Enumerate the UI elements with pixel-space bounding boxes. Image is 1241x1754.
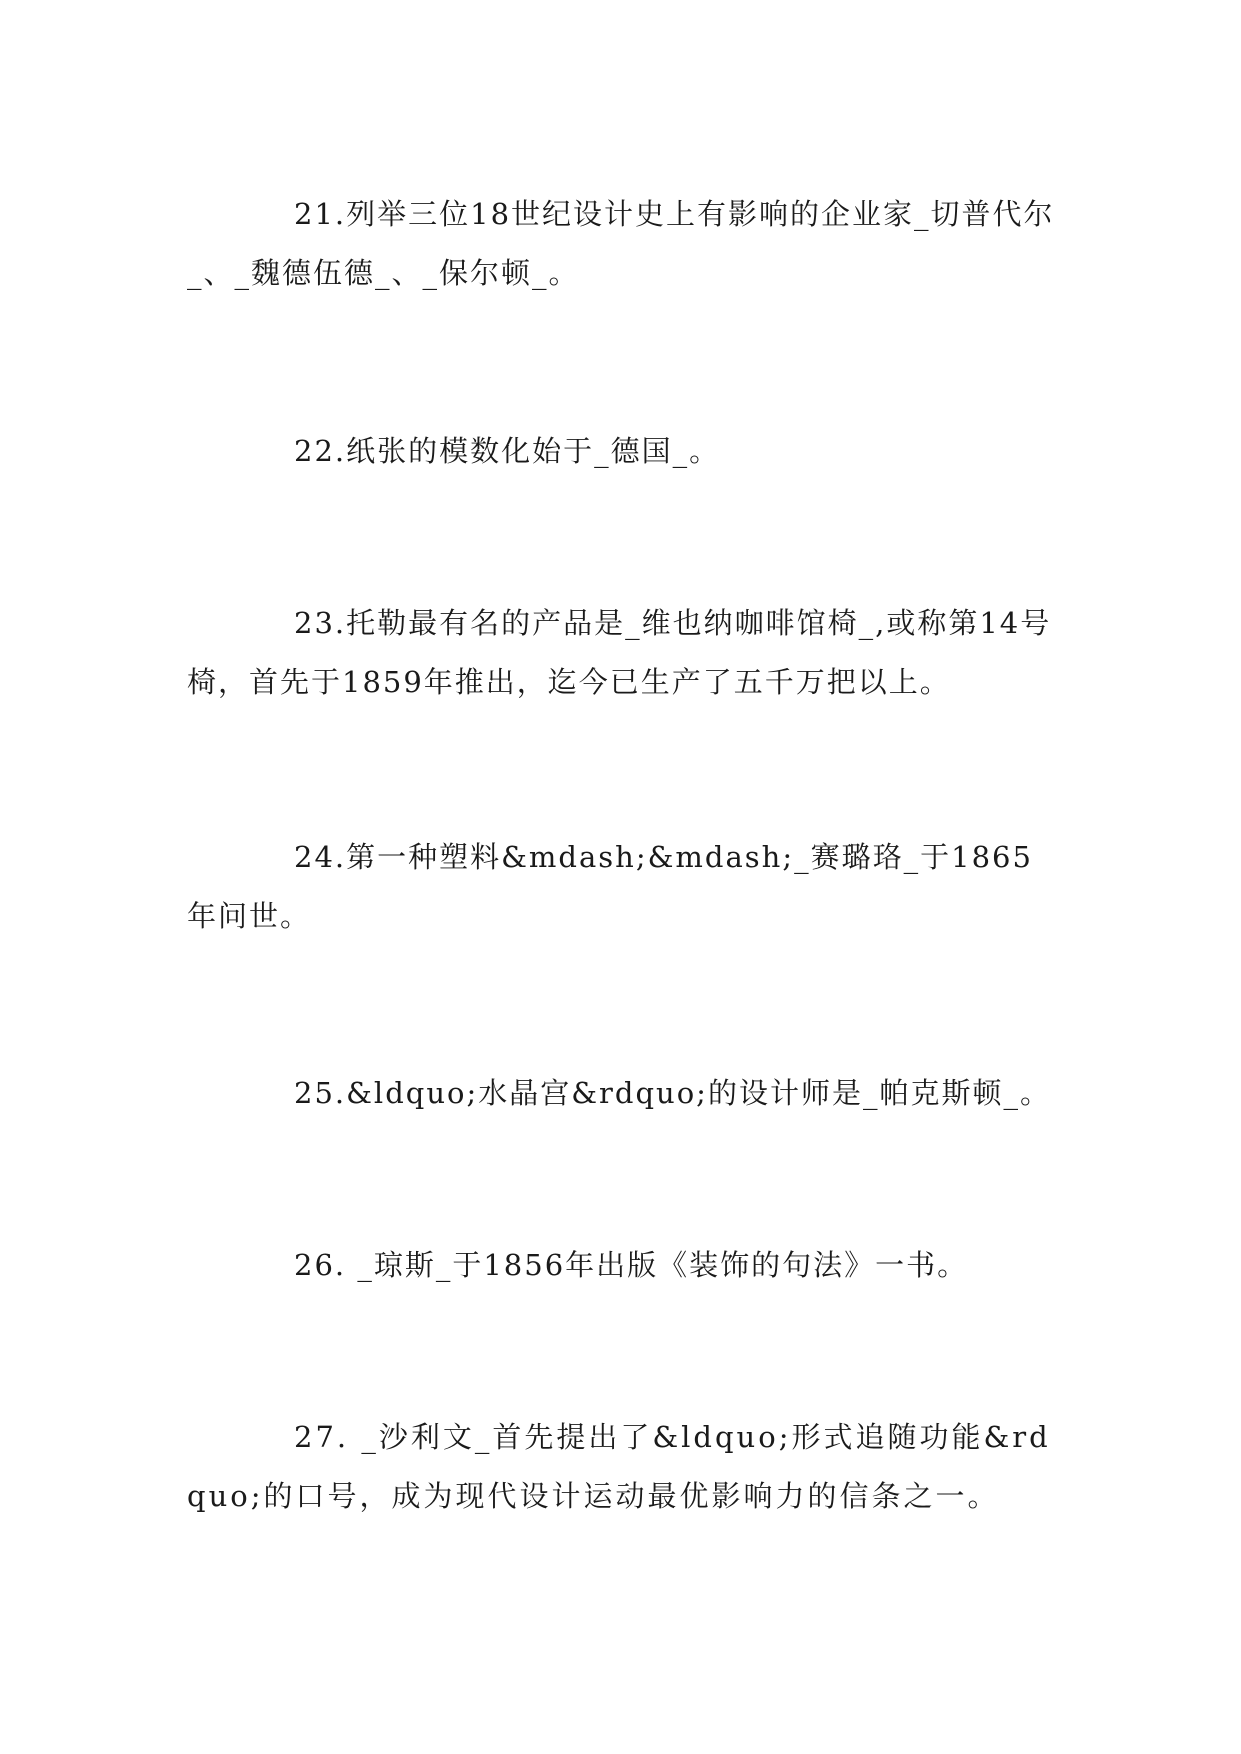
question-24: 24.第一种塑料&mdash;&mdash;_赛璐珞_于1865年问世。 [187, 840, 1033, 933]
question-21: 21.列举三位18世纪设计史上有影响的企业家_切普代尔_、_魏德伍德_、_保尔顿_。 [187, 197, 1055, 290]
question-25: 25.&ldquo;水晶宫&rdquo;的设计师是_帕克斯顿_。 [294, 1076, 1051, 1110]
question-23: 23.托勒最有名的产品是_维也纳咖啡馆椅_,或称第14号椅，首先于1859年推出，迄今已生产了五千万把以上。 [187, 606, 1052, 699]
question-27: 27. _沙利文_首先提出了&ldquo;形式追随功能&rdquo;的口号，成为现代设计运动最优影响力的信条之一。 [187, 1420, 1051, 1513]
question-22: 22.纸张的模数化始于_德国_。 [294, 434, 721, 468]
question-26: 26. _琼斯_于1856年出版《装饰的句法》一书。 [294, 1248, 969, 1282]
